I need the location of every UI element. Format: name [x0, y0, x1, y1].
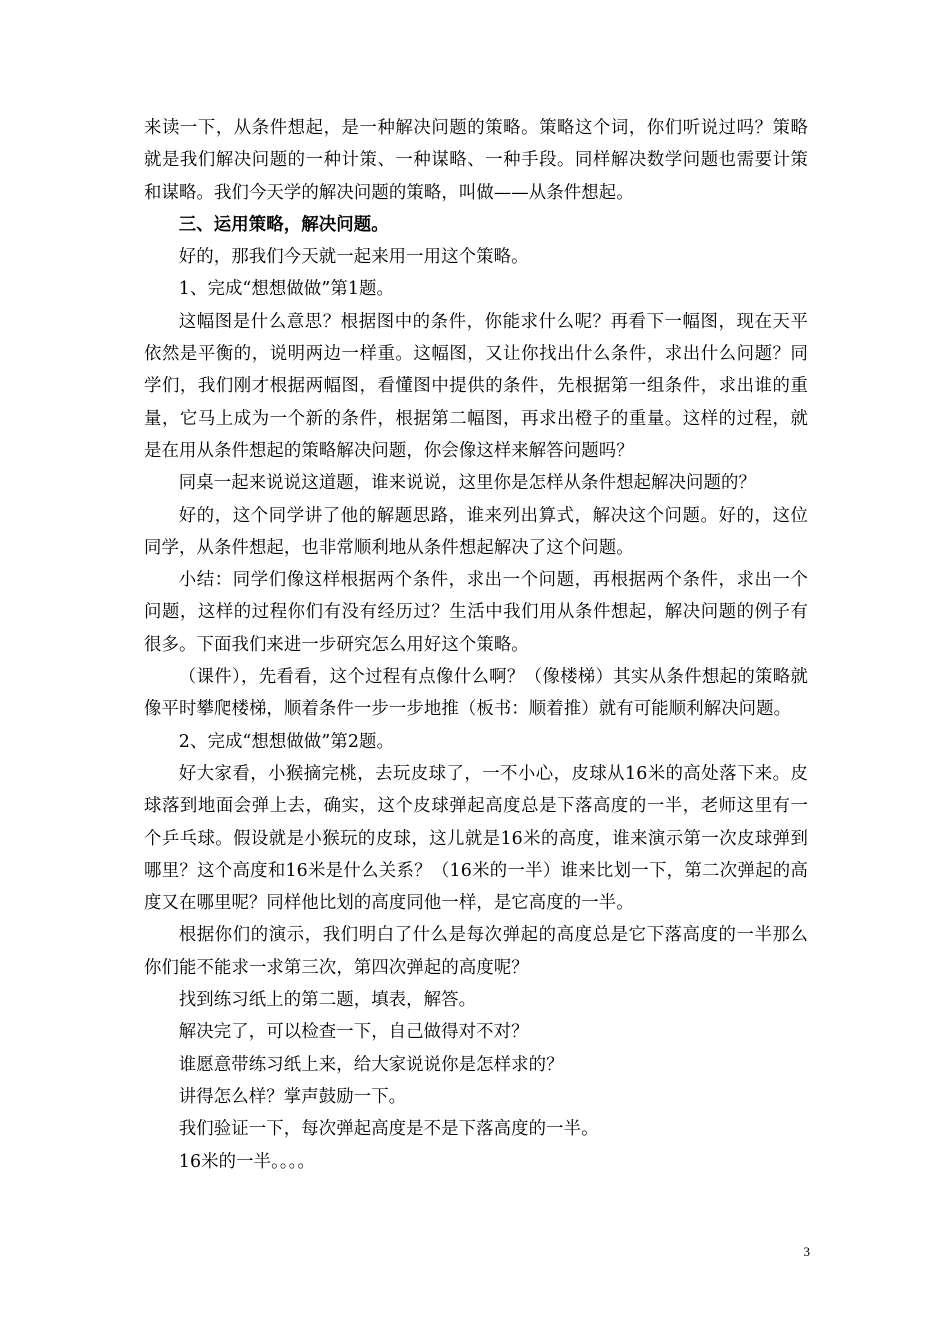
- section-heading: 三、运用策略，解决问题。: [178, 214, 389, 235]
- paragraph: 这幅图是什么意思？根据图中的条件，你能求什么呢？再看下一幅图，现在天平依然是平衡的，说明两边一样重。这幅图，又让你找出什么条件，求出什么问题？同学们，我们刚才根据两幅图，看懂图中提供的条件，先根据第一组条件，求出谁的重量，它马上成为一个新的条件，根据第二幅图，再求出橙子的重量。这样的过程，就是在用从条件想起的策略解决问题，你会像这样来解答问题吗？: [144, 311, 808, 461]
- document-body: [144, 112, 808, 1178]
- paragraph: 找到练习纸上的第二题，填表，解答。: [178, 990, 477, 1011]
- paragraph-continuation: 来读一下，从条件想起，是一种解决问题的策略。策略这个词，你们听说过吗？策略就是我们解决问题的一种计策、一种谋略、一种手段。同样解决数学问题也需要计策和谋略。我们今天学的解决问题的策略，叫做——从条件想起。: [144, 118, 808, 203]
- paragraph: 谁愿意带练习纸上来，给大家说说你是怎样求的？: [178, 1054, 564, 1075]
- paragraph: 好的，那我们今天就一起来用一用这个策略。: [178, 247, 529, 268]
- paragraph: 讲得怎么样？掌声鼓励一下。: [178, 1086, 407, 1107]
- paragraph: 16米的一半。。。。: [178, 1151, 315, 1172]
- task-heading-2: 2、完成“想想做做”第2题。: [178, 731, 395, 752]
- paragraph: 好大家看，小猴摘完桃，去玩皮球了，一不小心，皮球从16米的高处落下来。皮球落到地面会弹上去，确实，这个皮球弹起高度总是下落高度的一半，老师这里有一个乒乓球。假设就是小猴玩的皮球，这儿就是16米的高度，谁来演示第一次皮球弹到哪里？这个高度和16米是什么关系？（16米的一半）谁来比划一下，第二次弹起的高度又在哪里呢？同样他比划的高度同他一样，是它高度的一半。: [144, 763, 808, 914]
- page-number: 3: [803, 1244, 810, 1259]
- paragraph: 我们验证一下，每次弹起高度是不是下落高度的一半。: [178, 1119, 599, 1140]
- paragraph: 同桌一起来说说这道题，谁来说说，这里你是怎样从条件想起解决问题的？: [178, 473, 756, 494]
- paragraph: （课件），先看看，这个过程有点像什么啊？（像楼梯）其实从条件想起的策略就像平时攀爬楼梯，顺着条件一步一步地推（板书：顺着推）就有可能顺利解决问题。: [144, 667, 808, 720]
- task-heading-1: 1、完成“想想做做”第1题。: [178, 279, 395, 300]
- summary-paragraph: 小结：同学们像这样根据两个条件，求出一个问题，再根据两个条件，求出一个问题，这样的过程你们有没有经历过？生活中我们用从条件想起，解决问题的例子有很多。下面我们来进一步研究怎么用好这个策略。: [144, 570, 808, 655]
- paragraph: 解决完了，可以检查一下，自己做得对不对？: [178, 1022, 529, 1043]
- paragraph: 好的，这个同学讲了他的解题思路，谁来列出算式，解决这个问题。好的，这位同学，从条件想起，也非常顺利地从条件想起解决了这个问题。: [144, 505, 808, 558]
- paragraph: 根据你们的演示，我们明白了什么是每次弹起的高度总是它下落高度的一半那么你们能不能求一求第三次，第四次弹起的高度呢？: [144, 925, 808, 978]
